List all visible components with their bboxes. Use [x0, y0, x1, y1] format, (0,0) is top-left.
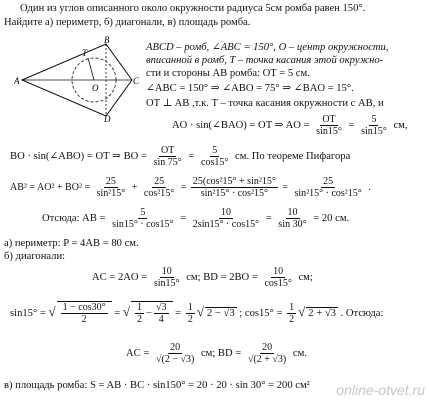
ac2-lhs: AC = [126, 347, 150, 359]
ab2-fraction-2: $\frac{25}{\text{cos²15°}}$ [143, 176, 175, 199]
sin-minus: − [146, 307, 153, 319]
ab2-eq-1: = [180, 181, 187, 193]
bo-fraction-1: $\frac{OT}{\sin 75^\circ}$ [153, 145, 182, 168]
cos-fraction: $\frac{1}{2}$ [289, 302, 295, 325]
given-line-1: ABCD – ромб, ∠ABC = 150°, O – центр окружности, [146, 42, 389, 53]
bo-formula [10, 145, 350, 168]
diagonals-formula [92, 266, 313, 289]
ac-lhs: AC = 2AO = [92, 271, 148, 283]
radius-ot [88, 58, 94, 80]
ab2-fraction-3: $\frac{\text{25(cos²15° + sin²15°}}{\text{sin²15° · cos²15°}}$ [192, 176, 276, 199]
bd-fraction: $\frac{10}{\cos 15^\circ}$ [264, 266, 292, 289]
sin-radical-1 [57, 301, 112, 325]
sin-fraction-2a: $\frac{1}{2}$ [137, 302, 143, 325]
angle-line: ∠ABC = 150° ⇒ ∠ABO = 75° ⇒ ∠BAO = 15°. [146, 83, 354, 94]
ac2-unit: см. [292, 347, 307, 359]
perimeter-line: а) периметр: P = 4AB = 80 см. [4, 238, 139, 249]
bd2-fraction: $\frac{20}{√(2 + √3)}$ [247, 342, 287, 365]
rhombus-figure [14, 36, 140, 122]
perpendicular-line: OT ⊥ AB ,т.к. T – точка касания окружности с AB, и [146, 98, 384, 109]
ac-mid: см; BD = 2BO = [186, 271, 258, 283]
ao-formula [172, 114, 408, 137]
ac2-fraction: $\frac{20}{√(2 - √3)}$ [156, 342, 195, 365]
ao-fraction-2: $\frac{5}{\sin 15^\circ}$ [361, 114, 387, 137]
ac-fraction: $\frac{10}{\sin 15^\circ}$ [153, 266, 180, 289]
sin-radical-2 [131, 301, 172, 325]
label-d: D [104, 114, 111, 122]
ao-unit: см, [393, 119, 408, 131]
ab-formula [42, 207, 349, 230]
ab-fraction-3: $\frac{10}{\sin 30^\circ}$ [278, 207, 307, 230]
sin-lhs: sin15° = [10, 307, 46, 319]
sin-fraction-1: $\frac{1 - \cos 30^\circ}{2}$ [62, 302, 106, 325]
cos-radical: 2 + √3 [308, 307, 336, 319]
ab-squared-formula [10, 176, 371, 199]
ac-unit: см; [298, 271, 313, 283]
sin-fraction-3: $\frac{1}{2}$ [187, 302, 193, 325]
sqrt-icon: √ [122, 303, 131, 319]
bo-lhs: BO · sin(∠ABO) = OT ⇒ BO = [10, 150, 147, 162]
label-t: T [82, 48, 88, 58]
label-a: A [14, 76, 20, 86]
ao-fraction-1: $\frac{OT}{\sin 15^\circ}$ [316, 114, 342, 137]
bo-eq: = [188, 150, 195, 162]
cos-lhs: ; cos15° = [239, 307, 283, 319]
given-line-2: вписанной в ромб, T – точка касания этой окружно- [146, 55, 384, 66]
sqrt-icon: √ [196, 303, 204, 319]
ab2-end: . [368, 181, 371, 193]
diagonals-result-formula [126, 342, 307, 365]
given-line-3: сти и стороны AB ромба: OT = 5 см. [146, 68, 310, 79]
ab-fraction-2: $\frac{10}{2\sin 15^\circ \cdot \cos 15^\circ}$ [192, 207, 260, 230]
ab-eq-1: = [180, 212, 187, 224]
label-b: B [104, 36, 110, 45]
watermark: online-otvet.ru [336, 382, 425, 398]
ab-eq-2: = [265, 212, 272, 224]
bo-tail: см. По теореме Пифагора [235, 150, 351, 162]
sin-cos-formula [10, 301, 383, 325]
ab2-eq-2: = [282, 181, 288, 193]
label-o: O [92, 83, 99, 93]
sin-eq-1: = [114, 307, 121, 319]
ab2-fraction-1: $\frac{25}{\text{sin²15°}}$ [96, 176, 126, 199]
ab-fraction-1: $\frac{5}{\sin 15^\circ \cdot \cos 15^\circ}$ [112, 207, 174, 230]
sin-eq-2: = [175, 307, 182, 319]
sqrt-icon: √ [298, 303, 306, 319]
sqrt-icon: √ [48, 303, 56, 319]
ab2-plus: + [131, 181, 138, 193]
ac2-mid: см; BD = [200, 347, 242, 359]
problem-line-2: Найдите а) периметр, б) диагонали, в) площадь ромба. [4, 17, 251, 28]
sin-fraction-2b: $\frac{√3}{4}$ [156, 302, 167, 325]
ab2-fraction-4: $\frac{25}{\text{sin²15° · cos²15°}}$ [294, 176, 362, 199]
ao-eq: = [348, 119, 355, 131]
ao-lhs: AO · sin(∠BAO) = OT ⇒ AO = [172, 119, 310, 131]
cos-tail: . Отсюда: [340, 307, 384, 319]
ab-tail: = 20 см. [313, 212, 350, 224]
problem-line-1: Один из углов описанного около окружности радиуса 5см ромба равен 150°. [20, 3, 366, 14]
diagonals-header: б) диагонали: [4, 251, 66, 262]
sin-radical-3: 2 − √3 [206, 307, 235, 319]
bo-fraction-2: $\frac{5}{\cos 15^\circ}$ [201, 145, 229, 168]
ab2-lhs: AB² = AO² + BO² = [10, 181, 91, 193]
ab-lhs: Отсюда: AB = [42, 212, 106, 224]
area-line: в) площадь ромба: S = AB · BC · sin150° = 20 · 20 · sin 30° = 200 см² [4, 380, 310, 391]
label-c: C [133, 76, 140, 86]
